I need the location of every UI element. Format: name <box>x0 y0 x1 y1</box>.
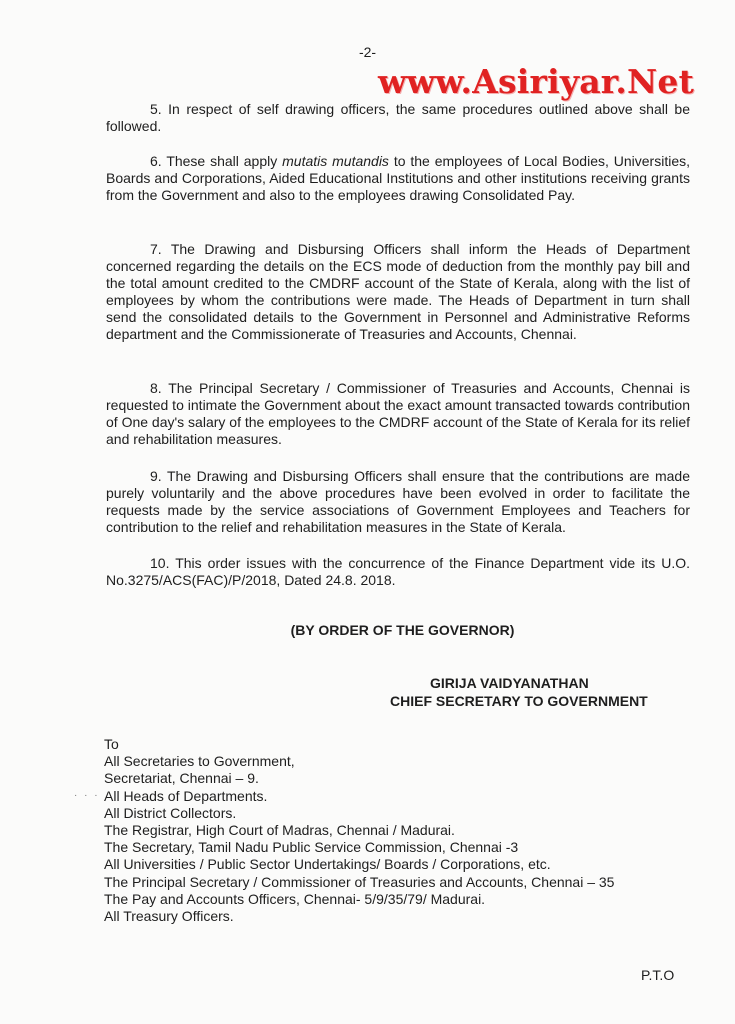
paragraph-text-start: These shall apply <box>166 153 283 169</box>
distribution-item: The Registrar, High Court of Madras, Chennai / Madurai. <box>104 822 455 839</box>
paragraph-8 <box>106 380 690 448</box>
paragraph-5 <box>106 101 690 135</box>
distribution-item: The Principal Secretary / Commissioner of Treasuries and Accounts, Chennai – 35 <box>104 873 615 890</box>
paragraph-text: In respect of self drawing officers, the same procedures outlined above shall be followed. <box>106 101 690 135</box>
pto-footer: P.T.O <box>641 967 675 983</box>
signatory-name: GIRIJA VAIDYANATHAN <box>430 675 589 691</box>
paragraph-number: 5. <box>150 101 162 117</box>
distribution-item: All District Collectors. <box>104 804 237 821</box>
distribution-list <box>104 736 614 925</box>
paragraph-number: 10. <box>150 555 170 571</box>
paragraph-10 <box>106 555 690 589</box>
distribution-item: All Treasury Officers. <box>104 908 234 925</box>
distribution-item: All Secretaries to Government, <box>104 753 295 770</box>
paragraph-number: 6. <box>150 153 162 169</box>
distribution-item: The Secretary, Tamil Nadu Public Service Commission, Chennai -3 <box>104 839 519 856</box>
paragraph-number: 8. <box>150 380 162 396</box>
paragraph-6 <box>106 153 690 204</box>
paragraph-9 <box>106 468 690 536</box>
distribution-item: Secretariat, Chennai – 9. <box>104 770 259 787</box>
scan-dots: · · · <box>74 790 100 801</box>
paragraph-number: 7. <box>150 241 162 257</box>
distribution-item: To <box>104 736 119 752</box>
watermark: www.Asiriyar.Net <box>378 62 695 101</box>
order-line: (BY ORDER OF THE GOVERNOR) <box>290 622 515 638</box>
distribution-item: All Heads of Departments. <box>104 787 268 804</box>
signatory-title: CHIEF SECRETARY TO GOVERNMENT <box>390 693 648 709</box>
paragraph-text-end: to the employees of Local Bodies, Universities, Boards and Corporations, Aided Educational Institutions and other institutions receiving grants from the Government and also to the employees drawing Consolidated Pay. <box>106 153 690 204</box>
paragraph-text: The Drawing and Disbursing Officers shall inform the Heads of Department concerned regarding the details on the ECS mode of deduction from the monthly pay bill and the total amount credited to the CMDRF account of the State of Kerala, along with the list of employees by whom the contributions were made. The Heads of Department in turn shall send the consolidated details to the Government in Personnel and Administrative Reforms department and the Commissionerate of Treasuries and Accounts, Chennai. <box>106 241 690 343</box>
distribution-item: All Universities / Public Sector Undertakings/ Boards / Corporations, etc. <box>104 856 551 873</box>
distribution-item: The Pay and Accounts Officers, Chennai- 5/9/35/79/ Madurai. <box>104 890 486 907</box>
paragraph-7 <box>106 241 690 344</box>
paragraph-text: The Drawing and Disbursing Officers shall ensure that the contributions are made purely voluntarily and the above procedures have been evolved in order to facilitate the requests made by the service associations of Government Employees and Teachers for contribution to the relief and rehabilitation measures in the State of Kerala. <box>106 468 690 536</box>
paragraph-text: The Principal Secretary / Commissioner of Treasuries and Accounts, Chennai is requested to intimate the Government about the exact amount transacted towards contribution of One day's salary of the employees to the CMDRF account of the State of Kerala for its relief and rehabilitation measures. <box>106 380 690 448</box>
page-number: -2- <box>358 44 377 60</box>
latin-phrase: mutatis mutandis <box>282 153 389 169</box>
paragraph-text: This order issues with the concurrence of the Finance Department vide its U.O. No.3275/ACS(FAC)/P/2018, Dated 24.8. 2018. <box>106 555 690 589</box>
paragraph-number: 9. <box>150 468 162 484</box>
